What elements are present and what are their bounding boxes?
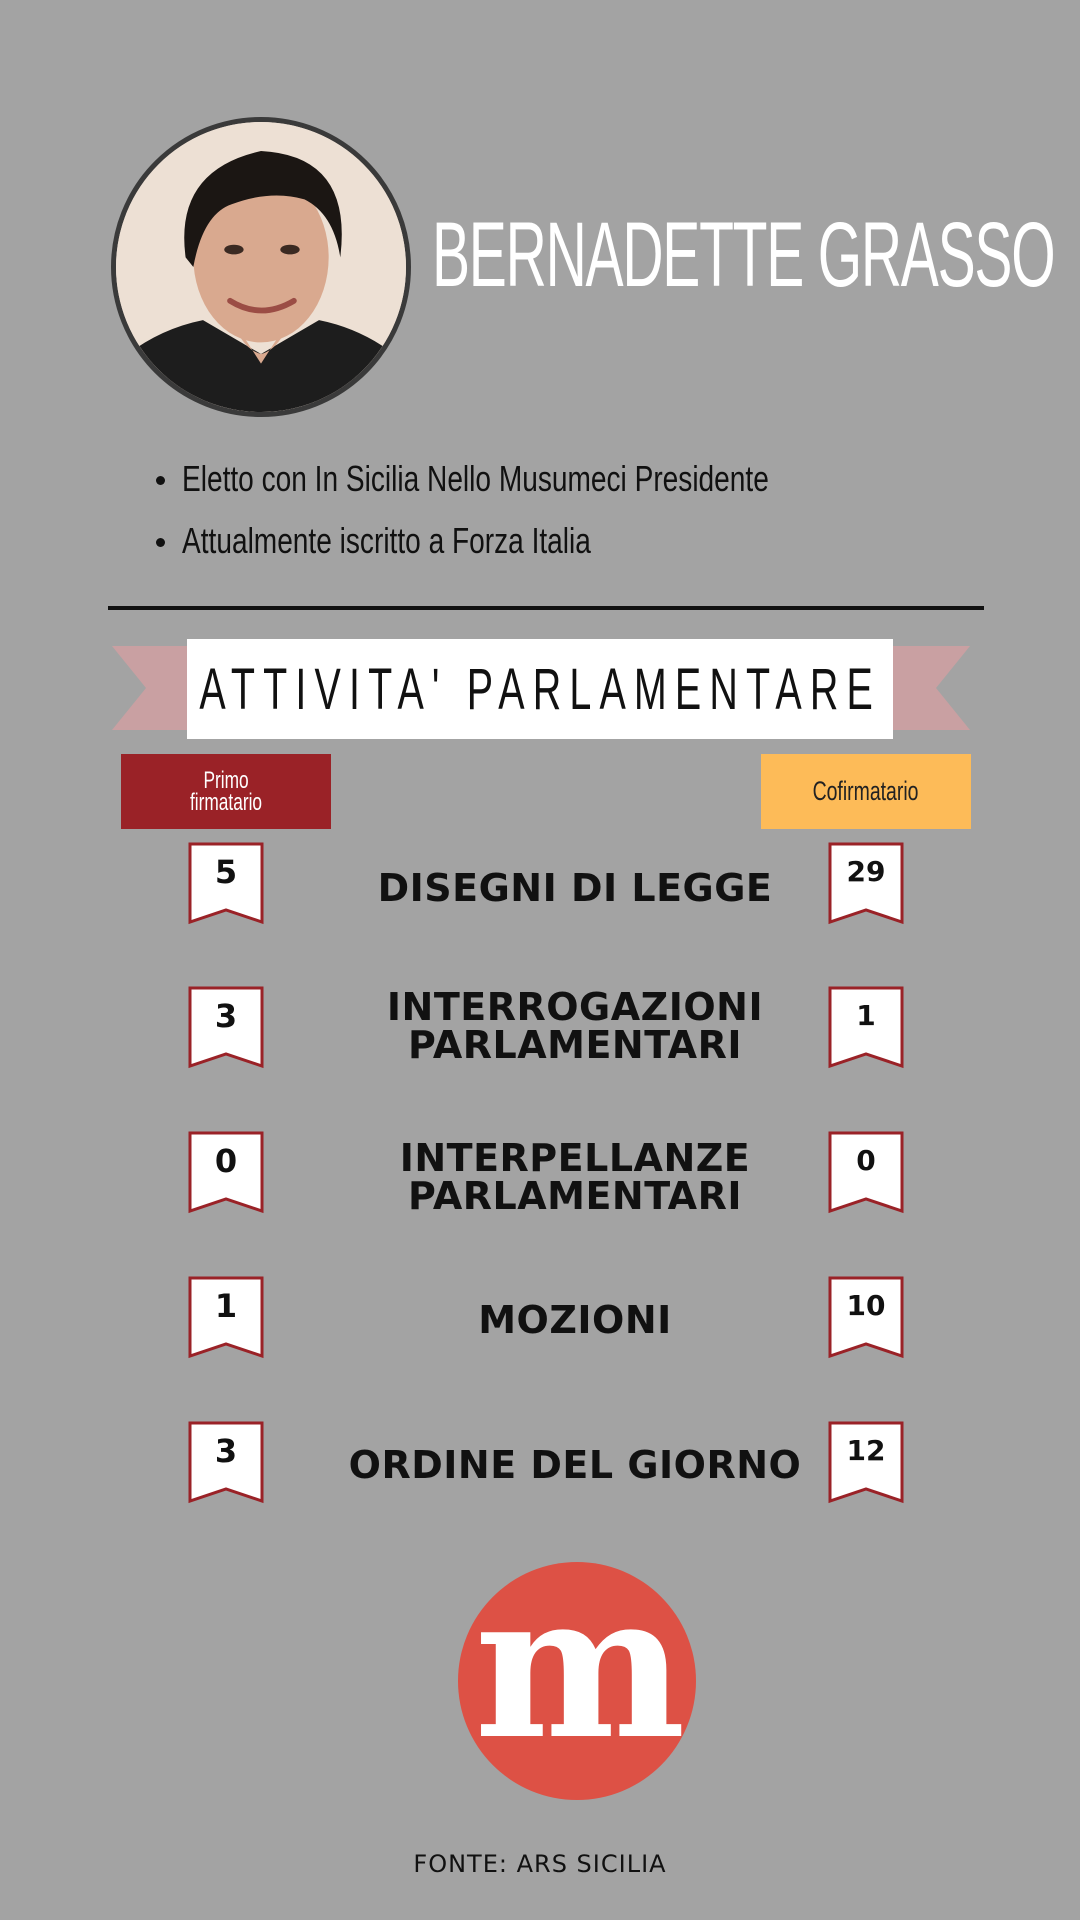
profile-name: BERNADETTE GRASSO [432,204,1055,306]
primo-count: 3 [214,997,238,1035]
cofirmatario-count: 12 [846,1434,886,1467]
primo-badge [188,1421,264,1505]
section-divider [108,606,984,610]
primo-count: 5 [214,853,238,891]
legend-cofirmatario-label: Cofirmatario [813,776,919,806]
cofirmatario-badge [828,986,904,1070]
activity-row-interrogazioni [0,986,1080,1070]
cofirmatario-count: 0 [856,1144,876,1177]
profile-photo [111,117,411,417]
cofirmatario-count: 29 [846,855,886,888]
brand-logo [458,1549,696,1800]
activity-row-ordine [0,1421,1080,1505]
profile-info-list [152,448,934,572]
activity-row-interpellanze [0,1131,1080,1218]
primo-count: 3 [214,1432,238,1470]
activity-row-mozioni [0,1276,1080,1360]
legend-primo-firmatario [121,754,331,829]
activity-label: MOZIONI [478,1298,672,1342]
section-title-box [187,639,893,739]
info-bullet-party: Attualmente iscritto a Forza Italia [152,510,934,572]
info-bullet-election: Eletto con In Sicilia Nello Musumeci Presidente [152,448,934,510]
activity-label: INTERPELLANZE PARLAMENTARI [399,1136,751,1218]
primo-count: 0 [214,1142,238,1180]
cofirmatario-count: 1 [856,999,876,1032]
legend-primo-label: Primo firmatario [189,766,263,816]
portrait-illustration [116,122,406,412]
activity-label: ORDINE DEL GIORNO [348,1443,802,1487]
primo-badge [188,1131,264,1215]
activity-row-disegni [0,842,1080,926]
cofirmatario-count: 10 [846,1289,886,1322]
cofirmatario-badge [828,1276,904,1360]
legend-cofirmatario [761,754,971,829]
primo-count: 1 [214,1287,238,1325]
cofirmatario-badge [828,1421,904,1505]
brand-logo-letter: m [474,1549,680,1784]
primo-badge [188,1276,264,1360]
source-credit: FONTE: ARS SICILIA [413,1850,667,1878]
activity-label: DISEGNI DI LEGGE [377,866,773,910]
cofirmatario-badge [828,842,904,926]
activity-label: INTERROGAZIONI PARLAMENTARI [386,985,764,1067]
primo-badge [188,986,264,1070]
primo-badge [188,842,264,926]
section-title: ATTIVITA' PARLAMENTARE [199,656,881,722]
cofirmatario-badge [828,1131,904,1215]
